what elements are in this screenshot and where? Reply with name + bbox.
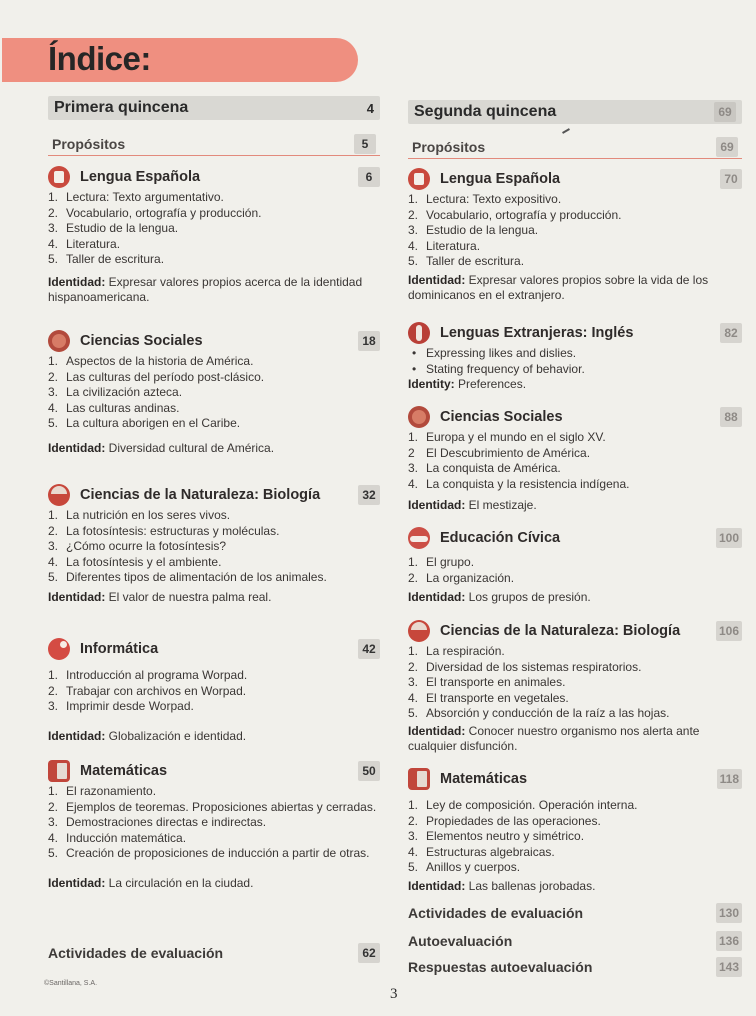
list-item: 3. Demostraciones directas e indirectas. [48,815,267,829]
section-matematicas [408,766,742,894]
list-item: 3. Estudio de la lengua. [408,223,539,237]
list-item: 1. La respiración. [408,644,505,658]
identity-text: Identidad: Globalización e identidad. [48,728,247,743]
list-item: 1. Introducción al programa Worpad. [48,668,248,682]
propositos-row[interactable] [48,132,380,156]
page-number: 62 [358,943,380,963]
list-item: 3. La conquista de América. [408,461,561,475]
list-item: 3. Estudio de la lengua. [48,221,179,235]
list-item: 4. Inducción matemática. [48,830,187,845]
identity-text: Identidad: Expresar valores propios sobre la vida de los dominicanos en el extranjero. [408,272,709,302]
section-header[interactable] [408,320,742,346]
identity-text: Identidad: Diversidad cultural de América. [48,440,275,455]
list-item: • Stating frequency of behavior. [412,361,585,376]
math-icon [48,760,70,782]
list-item: 1. Lectura: Texto expositivo. [408,192,562,206]
section-header[interactable] [408,618,742,644]
section-informatica [48,636,380,744]
section-header[interactable] [48,164,380,190]
list-item: 2. Vocabulario, ortografía y producción. [408,207,622,222]
identity-text: Identidad: Conocer nuestro organismo nos alerta ante cualquier disfunción. [408,723,700,753]
page-number: 69 [716,137,738,157]
autoevaluacion-label: Autoevaluación [408,933,513,949]
list-item: 5. La cultura aborigen en el Caribe. [48,416,241,430]
actividades-row[interactable] [48,942,380,964]
section-lengua-espanola [408,166,742,304]
page-number: 6 [358,167,380,187]
handshake-icon [408,527,430,549]
list-item: 3. Imprimir desde Worpad. [48,699,194,713]
list-item: 1. Europa y el mundo en el siglo XV. [408,430,606,444]
list-item: 5. Taller de escritura. [408,254,525,268]
list-item: 4. Estructuras algebraicas. [408,844,555,859]
list-item: 2. La organización. [408,570,515,585]
list-item: 2. Ejemplos de teoremas. Proposiciones abiertas y cerradas. [48,799,377,814]
section-title: Informática [80,641,159,657]
section-header[interactable] [48,328,380,354]
page-number: 143 [716,957,742,977]
section-header[interactable] [408,766,742,792]
section-title: Lengua Española [80,169,201,185]
actividades-row[interactable] [408,902,742,924]
quincena-header-segunda[interactable] [408,100,742,124]
list-item: 4. El transporte en vegetales. [408,690,569,705]
propositos-label: Propósitos [412,138,486,155]
identity-text: Identidad: La circulación en la ciudad. [48,875,254,890]
book-icon [48,166,70,188]
topic-list [408,192,742,270]
microscope-icon [48,484,70,506]
list-item: • Expressing likes and dislies. [412,346,577,360]
book-icon [408,168,430,190]
section-header[interactable] [408,525,742,551]
identity-text: Identidad: Las ballenas jorobadas. [408,878,596,893]
page-number: 118 [717,769,742,789]
list-item: 5. Absorción y conducción de la raíz a las hojas. [408,706,670,720]
globe-icon [48,330,70,352]
page-number: 5 [354,134,376,154]
list-item: 3. ¿Cómo ocurre la fotosíntesis? [48,539,227,553]
quincena-label: Segunda quincena [414,103,557,120]
page-number: 69 [714,102,736,122]
list-item: 3. La civilización azteca. [48,385,183,399]
section-biologia [408,618,742,755]
topic-list [408,798,742,876]
computer-icon [48,638,70,660]
list-item: 2. Vocabulario, ortografía y producción. [48,205,262,220]
globe-icon [408,406,430,428]
topic-list [408,555,742,586]
identity-text: Identidad: Expresar valores propios acerca de la identidad hispanoamericana. [48,274,363,304]
page-number: 70 [720,169,742,189]
page-number-footer: 3 [390,986,398,1002]
list-item: 5. Taller de escritura. [48,252,165,266]
identity-text: Identidad: El mestizaje. [408,498,537,512]
section-title: Lengua Española [440,171,561,187]
list-item: 3. El transporte en animales. [408,675,566,689]
list-item: 5. Creación de proposiciones de inducción a partir de otras. [48,846,370,860]
list-item: 5. Anillos y cuerpos. [408,860,521,874]
section-lengua-espanola [48,164,380,306]
section-educacion-civica [408,525,742,606]
actividades-label: Actividades de evaluación [408,905,584,921]
propositos-row[interactable] [408,135,742,159]
section-header[interactable] [48,758,380,784]
section-ingles [408,320,742,393]
page-number: 18 [358,331,380,351]
page-number: 82 [720,323,742,343]
respuestas-label: Respuestas autoevaluación [408,959,593,975]
page-title: Índice: [48,40,151,77]
actividades-label: Actividades de evaluación [48,945,224,961]
list-item: 1. Ley de composición. Operación interna. [408,798,638,812]
list-item: 5. Diferentes tipos de alimentación de los animales. [48,570,327,584]
section-title: Ciencias Sociales [440,409,563,425]
page-number: 4 [366,100,374,116]
page-number: 130 [716,903,742,923]
section-title: Matemáticas [80,763,168,779]
respuestas-row[interactable] [408,956,742,978]
page-number: 32 [358,485,380,505]
list-item: 2. Trabajar con archivos en Worpad. [48,683,247,698]
topic-list [48,508,380,586]
section-ciencias-sociales [48,328,380,456]
page-number: 100 [716,528,742,548]
speaker-icon [408,322,430,344]
copyright-text: ©Santillana, S.A. [44,980,98,987]
list-item: 4. Literatura. [48,236,121,251]
section-title: Matemáticas [440,771,528,787]
math-icon [408,768,430,790]
page-number: 50 [358,761,380,781]
autoevaluacion-row[interactable] [408,930,742,952]
page-number: 42 [358,639,380,659]
list-item: 4. La fotosíntesis y el ambiente. [48,554,222,569]
propositos-label: Propósitos [52,135,126,152]
list-item: 2 El Descubrimiento de América. [408,445,591,460]
title-banner [2,38,358,82]
list-item: 4. Las culturas andinas. [48,400,180,415]
list-item: 2. Las culturas del período post-clásico. [48,369,265,384]
page-number: 106 [716,621,742,641]
list-item: 4. Literatura. [408,238,481,253]
section-biologia [48,482,380,605]
section-ciencias-sociales [408,404,742,514]
list-item: 1. Lectura: Texto argumentativo. [48,190,224,204]
section-title: Ciencias Sociales [80,333,203,349]
identity-text: Identity: Preferences. [408,377,527,391]
quincena-header-primera[interactable] [48,96,380,120]
list-item: 1. El grupo. [408,555,475,569]
list-item: 1. El razonamiento. [48,784,157,798]
section-header[interactable] [48,636,380,662]
topic-list [408,644,742,722]
topic-list [48,354,380,432]
topic-list [408,346,742,377]
section-header[interactable] [408,166,742,192]
page-number: 136 [716,931,742,951]
section-title: Lenguas Extranjeras: Inglés [440,325,634,341]
topic-list [48,784,380,862]
list-item: 2. Diversidad de los sistemas respiratorios. [408,659,642,674]
section-title: Ciencias de la Naturaleza: Biología [440,623,681,639]
microscope-icon [408,620,430,642]
list-item: 3. Elementos neutro y simétrico. [408,829,585,843]
section-header[interactable] [48,482,380,508]
list-item: 2. La fotosíntesis: estructuras y moléculas. [48,523,280,538]
section-title: Educación Cívica [440,530,561,546]
topic-list [48,668,380,715]
page-number: 88 [720,407,742,427]
list-item: 1. Aspectos de la historia de América. [48,354,254,368]
section-header[interactable] [408,404,742,430]
identity-text: Identidad: Los grupos de presión. [408,590,591,604]
quincena-label: Primera quincena [54,99,189,116]
list-item: 4. La conquista y la resistencia indígena. [408,476,630,491]
topic-list [48,190,380,268]
section-title: Ciencias de la Naturaleza: Biología [80,487,321,503]
stray-mark [562,128,570,134]
identity-text: Identidad: El valor de nuestra palma real. [48,589,272,604]
list-item: 2. Propiedades de las operaciones. [408,813,601,828]
list-item: 1. La nutrición en los seres vivos. [48,508,231,522]
topic-list [408,430,742,492]
section-matematicas [48,758,380,891]
